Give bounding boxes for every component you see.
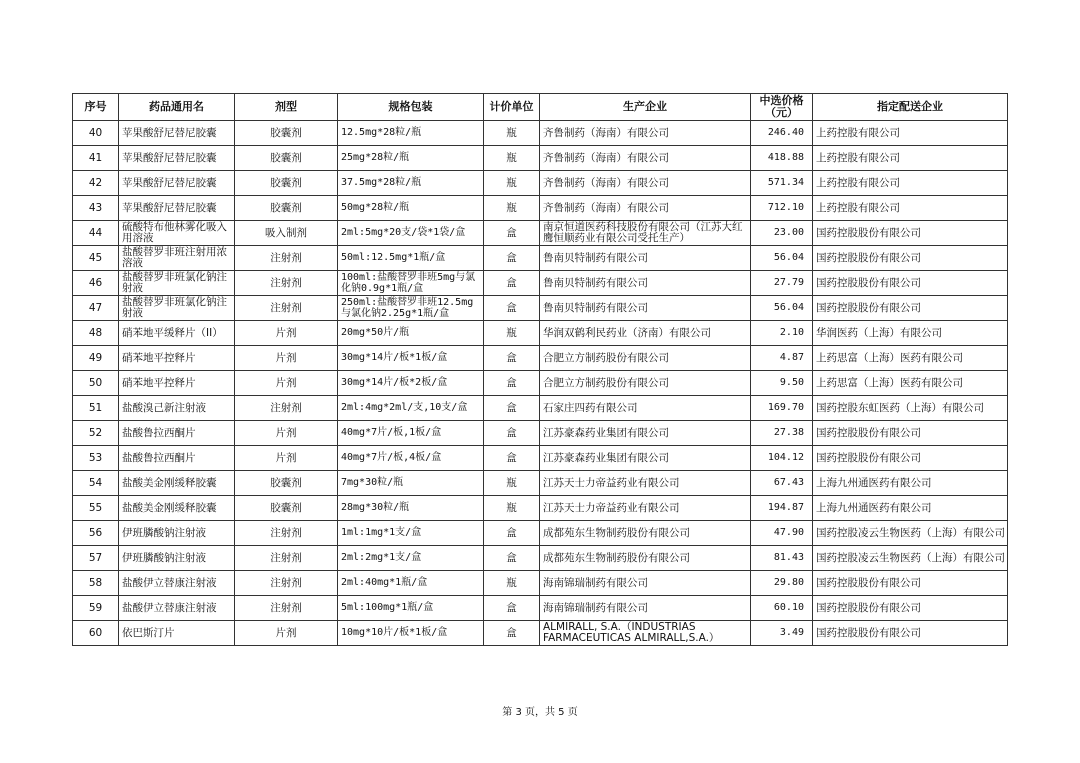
cell-spec: 100ml:盐酸替罗非班5mg与氯化钠0.9g*1瓶/盒 <box>338 271 484 296</box>
table-row <box>73 446 1008 471</box>
cell-price: 4.87 <box>751 346 813 371</box>
cell-dosage-form: 胶囊剂 <box>235 171 338 196</box>
cell-dosage-form: 吸入制剂 <box>235 221 338 246</box>
cell-dosage-form: 注射剂 <box>235 296 338 321</box>
cell-seq: 58 <box>73 571 119 596</box>
cell-dosage-form: 胶囊剂 <box>235 146 338 171</box>
cell-seq: 49 <box>73 346 119 371</box>
table-row <box>73 371 1008 396</box>
table-row <box>73 546 1008 571</box>
cell-manufacturer: 鲁南贝特制药有限公司 <box>540 296 751 321</box>
cell-price: 23.00 <box>751 221 813 246</box>
cell-dosage-form: 注射剂 <box>235 596 338 621</box>
cell-manufacturer: 江苏豪森药业集团有限公司 <box>540 446 751 471</box>
cell-seq: 53 <box>73 446 119 471</box>
cell-dosage-form: 注射剂 <box>235 521 338 546</box>
cell-drug-name: 盐酸鲁拉西酮片 <box>119 421 235 446</box>
table-row <box>73 296 1008 321</box>
cell-unit: 瓶 <box>484 196 540 221</box>
cell-price: 9.50 <box>751 371 813 396</box>
table-row <box>73 196 1008 221</box>
cell-manufacturer: 合肥立方制药股份有限公司 <box>540 346 751 371</box>
cell-manufacturer: 齐鲁制药（海南）有限公司 <box>540 171 751 196</box>
cell-manufacturer: 江苏天士力帝益药业有限公司 <box>540 496 751 521</box>
header-form: 剂型 <box>235 94 338 121</box>
cell-seq: 40 <box>73 121 119 146</box>
cell-price: 27.38 <box>751 421 813 446</box>
drug-price-table <box>72 93 1008 646</box>
cell-manufacturer: 南京恒道医药科技股份有限公司（江苏大红鹰恒顺药业有限公司受托生产） <box>540 221 751 246</box>
cell-distributor: 国药控股股份有限公司 <box>813 296 1008 321</box>
cell-price: 67.43 <box>751 471 813 496</box>
cell-spec: 1ml:1mg*1支/盒 <box>338 521 484 546</box>
cell-spec: 7mg*30粒/瓶 <box>338 471 484 496</box>
cell-seq: 59 <box>73 596 119 621</box>
cell-spec: 10mg*10片/板*1板/盒 <box>338 621 484 646</box>
header-price: 中选价格（元） <box>751 94 813 121</box>
cell-seq: 44 <box>73 221 119 246</box>
cell-spec: 5ml:100mg*1瓶/盒 <box>338 596 484 621</box>
cell-price: 2.10 <box>751 321 813 346</box>
cell-seq: 57 <box>73 546 119 571</box>
table-row <box>73 221 1008 246</box>
cell-seq: 60 <box>73 621 119 646</box>
cell-unit: 盒 <box>484 296 540 321</box>
table-body <box>73 121 1008 646</box>
cell-manufacturer: 齐鲁制药（海南）有限公司 <box>540 146 751 171</box>
cell-dosage-form: 片剂 <box>235 346 338 371</box>
cell-distributor: 上海九州通医药有限公司 <box>813 496 1008 521</box>
cell-spec: 2ml:4mg*2ml/支,10支/盒 <box>338 396 484 421</box>
cell-seq: 50 <box>73 371 119 396</box>
cell-spec: 250ml:盐酸替罗非班12.5mg与氯化钠2.25g*1瓶/盒 <box>338 296 484 321</box>
cell-spec: 2ml:5mg*20支/袋*1袋/盒 <box>338 221 484 246</box>
cell-unit: 盒 <box>484 221 540 246</box>
cell-distributor: 国药控股股份有限公司 <box>813 246 1008 271</box>
table-row <box>73 396 1008 421</box>
cell-manufacturer: 江苏豪森药业集团有限公司 <box>540 421 751 446</box>
cell-dosage-form: 胶囊剂 <box>235 121 338 146</box>
table-header-row <box>73 94 1008 121</box>
cell-dosage-form: 片剂 <box>235 621 338 646</box>
cell-spec: 40mg*7片/板,4板/盒 <box>338 446 484 471</box>
cell-price: 29.80 <box>751 571 813 596</box>
cell-price: 418.88 <box>751 146 813 171</box>
cell-unit: 盒 <box>484 271 540 296</box>
cell-price: 27.79 <box>751 271 813 296</box>
cell-unit: 瓶 <box>484 321 540 346</box>
cell-spec: 30mg*14片/板*2板/盒 <box>338 371 484 396</box>
cell-distributor: 上海九州通医药有限公司 <box>813 471 1008 496</box>
table-row <box>73 121 1008 146</box>
cell-unit: 盒 <box>484 371 540 396</box>
cell-drug-name: 苹果酸舒尼替尼胶囊 <box>119 171 235 196</box>
cell-seq: 45 <box>73 246 119 271</box>
header-seq: 序号 <box>73 94 119 121</box>
cell-distributor: 上药思富（上海）医药有限公司 <box>813 371 1008 396</box>
cell-drug-name: 盐酸伊立替康注射液 <box>119 571 235 596</box>
cell-manufacturer: 海南锦瑞制药有限公司 <box>540 596 751 621</box>
cell-manufacturer: 华润双鹤利民药业（济南）有限公司 <box>540 321 751 346</box>
cell-seq: 52 <box>73 421 119 446</box>
cell-seq: 46 <box>73 271 119 296</box>
cell-dosage-form: 注射剂 <box>235 246 338 271</box>
cell-manufacturer: 合肥立方制药股份有限公司 <box>540 371 751 396</box>
cell-price: 56.04 <box>751 296 813 321</box>
cell-spec: 30mg*14片/板*1板/盒 <box>338 346 484 371</box>
cell-drug-name: 苹果酸舒尼替尼胶囊 <box>119 146 235 171</box>
header-name: 药品通用名 <box>119 94 235 121</box>
cell-drug-name: 苹果酸舒尼替尼胶囊 <box>119 196 235 221</box>
cell-manufacturer: 齐鲁制药（海南）有限公司 <box>540 196 751 221</box>
cell-spec: 25mg*28粒/瓶 <box>338 146 484 171</box>
cell-drug-name: 硝苯地平控释片 <box>119 346 235 371</box>
table-row <box>73 271 1008 296</box>
cell-seq: 51 <box>73 396 119 421</box>
cell-drug-name: 硝苯地平缓释片（II） <box>119 321 235 346</box>
cell-price: 56.04 <box>751 246 813 271</box>
header-manufacturer: 生产企业 <box>540 94 751 121</box>
cell-spec: 12.5mg*28粒/瓶 <box>338 121 484 146</box>
cell-price: 104.12 <box>751 446 813 471</box>
cell-price: 81.43 <box>751 546 813 571</box>
cell-distributor: 国药控股股份有限公司 <box>813 596 1008 621</box>
cell-seq: 55 <box>73 496 119 521</box>
cell-drug-name: 苹果酸舒尼替尼胶囊 <box>119 121 235 146</box>
cell-unit: 瓶 <box>484 171 540 196</box>
table-row <box>73 246 1008 271</box>
cell-distributor: 国药控股凌云生物医药（上海）有限公司 <box>813 546 1008 571</box>
cell-distributor: 国药控股股份有限公司 <box>813 621 1008 646</box>
cell-unit: 瓶 <box>484 471 540 496</box>
cell-spec: 2ml:2mg*1支/盒 <box>338 546 484 571</box>
cell-seq: 43 <box>73 196 119 221</box>
cell-seq: 42 <box>73 171 119 196</box>
header-unit: 计价单位 <box>484 94 540 121</box>
cell-spec: 37.5mg*28粒/瓶 <box>338 171 484 196</box>
cell-manufacturer: 成都苑东生物制药股份有限公司 <box>540 546 751 571</box>
table-row <box>73 621 1008 646</box>
table-row <box>73 346 1008 371</box>
cell-dosage-form: 胶囊剂 <box>235 471 338 496</box>
table-row <box>73 521 1008 546</box>
cell-seq: 41 <box>73 146 119 171</box>
cell-dosage-form: 注射剂 <box>235 271 338 296</box>
table-row <box>73 596 1008 621</box>
cell-unit: 盒 <box>484 346 540 371</box>
cell-drug-name: 盐酸鲁拉西酮片 <box>119 446 235 471</box>
cell-unit: 盒 <box>484 421 540 446</box>
cell-drug-name: 伊班膦酸钠注射液 <box>119 521 235 546</box>
cell-unit: 盒 <box>484 621 540 646</box>
cell-manufacturer: 江苏天士力帝益药业有限公司 <box>540 471 751 496</box>
cell-dosage-form: 片剂 <box>235 371 338 396</box>
cell-unit: 瓶 <box>484 146 540 171</box>
cell-price: 169.70 <box>751 396 813 421</box>
cell-spec: 40mg*7片/板,1板/盒 <box>338 421 484 446</box>
cell-distributor: 上药控股有限公司 <box>813 146 1008 171</box>
cell-drug-name: 盐酸伊立替康注射液 <box>119 596 235 621</box>
cell-unit: 盒 <box>484 546 540 571</box>
cell-distributor: 国药控股股份有限公司 <box>813 221 1008 246</box>
cell-dosage-form: 片剂 <box>235 321 338 346</box>
cell-price: 712.10 <box>751 196 813 221</box>
cell-drug-name: 硝苯地平控释片 <box>119 371 235 396</box>
cell-distributor: 上药控股有限公司 <box>813 171 1008 196</box>
cell-price: 246.40 <box>751 121 813 146</box>
cell-distributor: 国药控股股份有限公司 <box>813 571 1008 596</box>
table-row <box>73 421 1008 446</box>
cell-unit: 盒 <box>484 246 540 271</box>
cell-spec: 2ml:40mg*1瓶/盒 <box>338 571 484 596</box>
cell-unit: 瓶 <box>484 496 540 521</box>
cell-spec: 50ml:12.5mg*1瓶/盒 <box>338 246 484 271</box>
cell-drug-name: 盐酸替罗非班氯化钠注射液 <box>119 271 235 296</box>
cell-distributor: 上药控股有限公司 <box>813 121 1008 146</box>
cell-unit: 盒 <box>484 596 540 621</box>
page-footer: 第 3 页，共 5 页 <box>502 707 578 718</box>
cell-dosage-form: 胶囊剂 <box>235 196 338 221</box>
cell-dosage-form: 片剂 <box>235 446 338 471</box>
cell-distributor: 国药控股股份有限公司 <box>813 421 1008 446</box>
cell-drug-name: 盐酸溴己新注射液 <box>119 396 235 421</box>
cell-manufacturer: 成都苑东生物制药股份有限公司 <box>540 521 751 546</box>
cell-spec: 20mg*50片/瓶 <box>338 321 484 346</box>
cell-seq: 48 <box>73 321 119 346</box>
table-row <box>73 171 1008 196</box>
cell-distributor: 上药控股有限公司 <box>813 196 1008 221</box>
cell-manufacturer: 石家庄四药有限公司 <box>540 396 751 421</box>
cell-price: 3.49 <box>751 621 813 646</box>
cell-unit: 盒 <box>484 521 540 546</box>
cell-drug-name: 依巴斯汀片 <box>119 621 235 646</box>
cell-dosage-form: 片剂 <box>235 421 338 446</box>
cell-distributor: 国药控股股份有限公司 <box>813 446 1008 471</box>
cell-seq: 56 <box>73 521 119 546</box>
cell-unit: 瓶 <box>484 571 540 596</box>
table-row <box>73 496 1008 521</box>
header-distributor: 指定配送企业 <box>813 94 1008 121</box>
cell-manufacturer: 鲁南贝特制药有限公司 <box>540 246 751 271</box>
cell-manufacturer: 鲁南贝特制药有限公司 <box>540 271 751 296</box>
table-row <box>73 471 1008 496</box>
cell-dosage-form: 注射剂 <box>235 396 338 421</box>
cell-manufacturer: ALMIRALL, S.A.（INDUSTRIAS FARMACEUTICAS ALMIRALL,S.A.） <box>540 621 751 646</box>
table-row <box>73 146 1008 171</box>
cell-dosage-form: 注射剂 <box>235 571 338 596</box>
cell-distributor: 华润医药（上海）有限公司 <box>813 321 1008 346</box>
cell-distributor: 国药控股股份有限公司 <box>813 271 1008 296</box>
cell-seq: 47 <box>73 296 119 321</box>
cell-price: 571.34 <box>751 171 813 196</box>
cell-drug-name: 盐酸替罗非班注射用浓溶液 <box>119 246 235 271</box>
cell-price: 194.87 <box>751 496 813 521</box>
cell-drug-name: 硫酸特布他林雾化吸入用溶液 <box>119 221 235 246</box>
cell-manufacturer: 海南锦瑞制药有限公司 <box>540 571 751 596</box>
cell-manufacturer: 齐鲁制药（海南）有限公司 <box>540 121 751 146</box>
cell-drug-name: 盐酸替罗非班氯化钠注射液 <box>119 296 235 321</box>
cell-drug-name: 盐酸美金刚缓释胶囊 <box>119 471 235 496</box>
cell-dosage-form: 注射剂 <box>235 546 338 571</box>
cell-seq: 54 <box>73 471 119 496</box>
cell-distributor: 国药控股凌云生物医药（上海）有限公司 <box>813 521 1008 546</box>
cell-unit: 盒 <box>484 396 540 421</box>
cell-spec: 28mg*30粒/瓶 <box>338 496 484 521</box>
cell-drug-name: 盐酸美金刚缓释胶囊 <box>119 496 235 521</box>
cell-distributor: 国药控股东虹医药（上海）有限公司 <box>813 396 1008 421</box>
cell-price: 60.10 <box>751 596 813 621</box>
cell-drug-name: 伊班膦酸钠注射液 <box>119 546 235 571</box>
cell-dosage-form: 胶囊剂 <box>235 496 338 521</box>
cell-price: 47.90 <box>751 521 813 546</box>
table-row <box>73 321 1008 346</box>
header-spec: 规格包装 <box>338 94 484 121</box>
cell-distributor: 上药思富（上海）医药有限公司 <box>813 346 1008 371</box>
cell-spec: 50mg*28粒/瓶 <box>338 196 484 221</box>
cell-unit: 盒 <box>484 446 540 471</box>
table-row <box>73 571 1008 596</box>
cell-unit: 瓶 <box>484 121 540 146</box>
